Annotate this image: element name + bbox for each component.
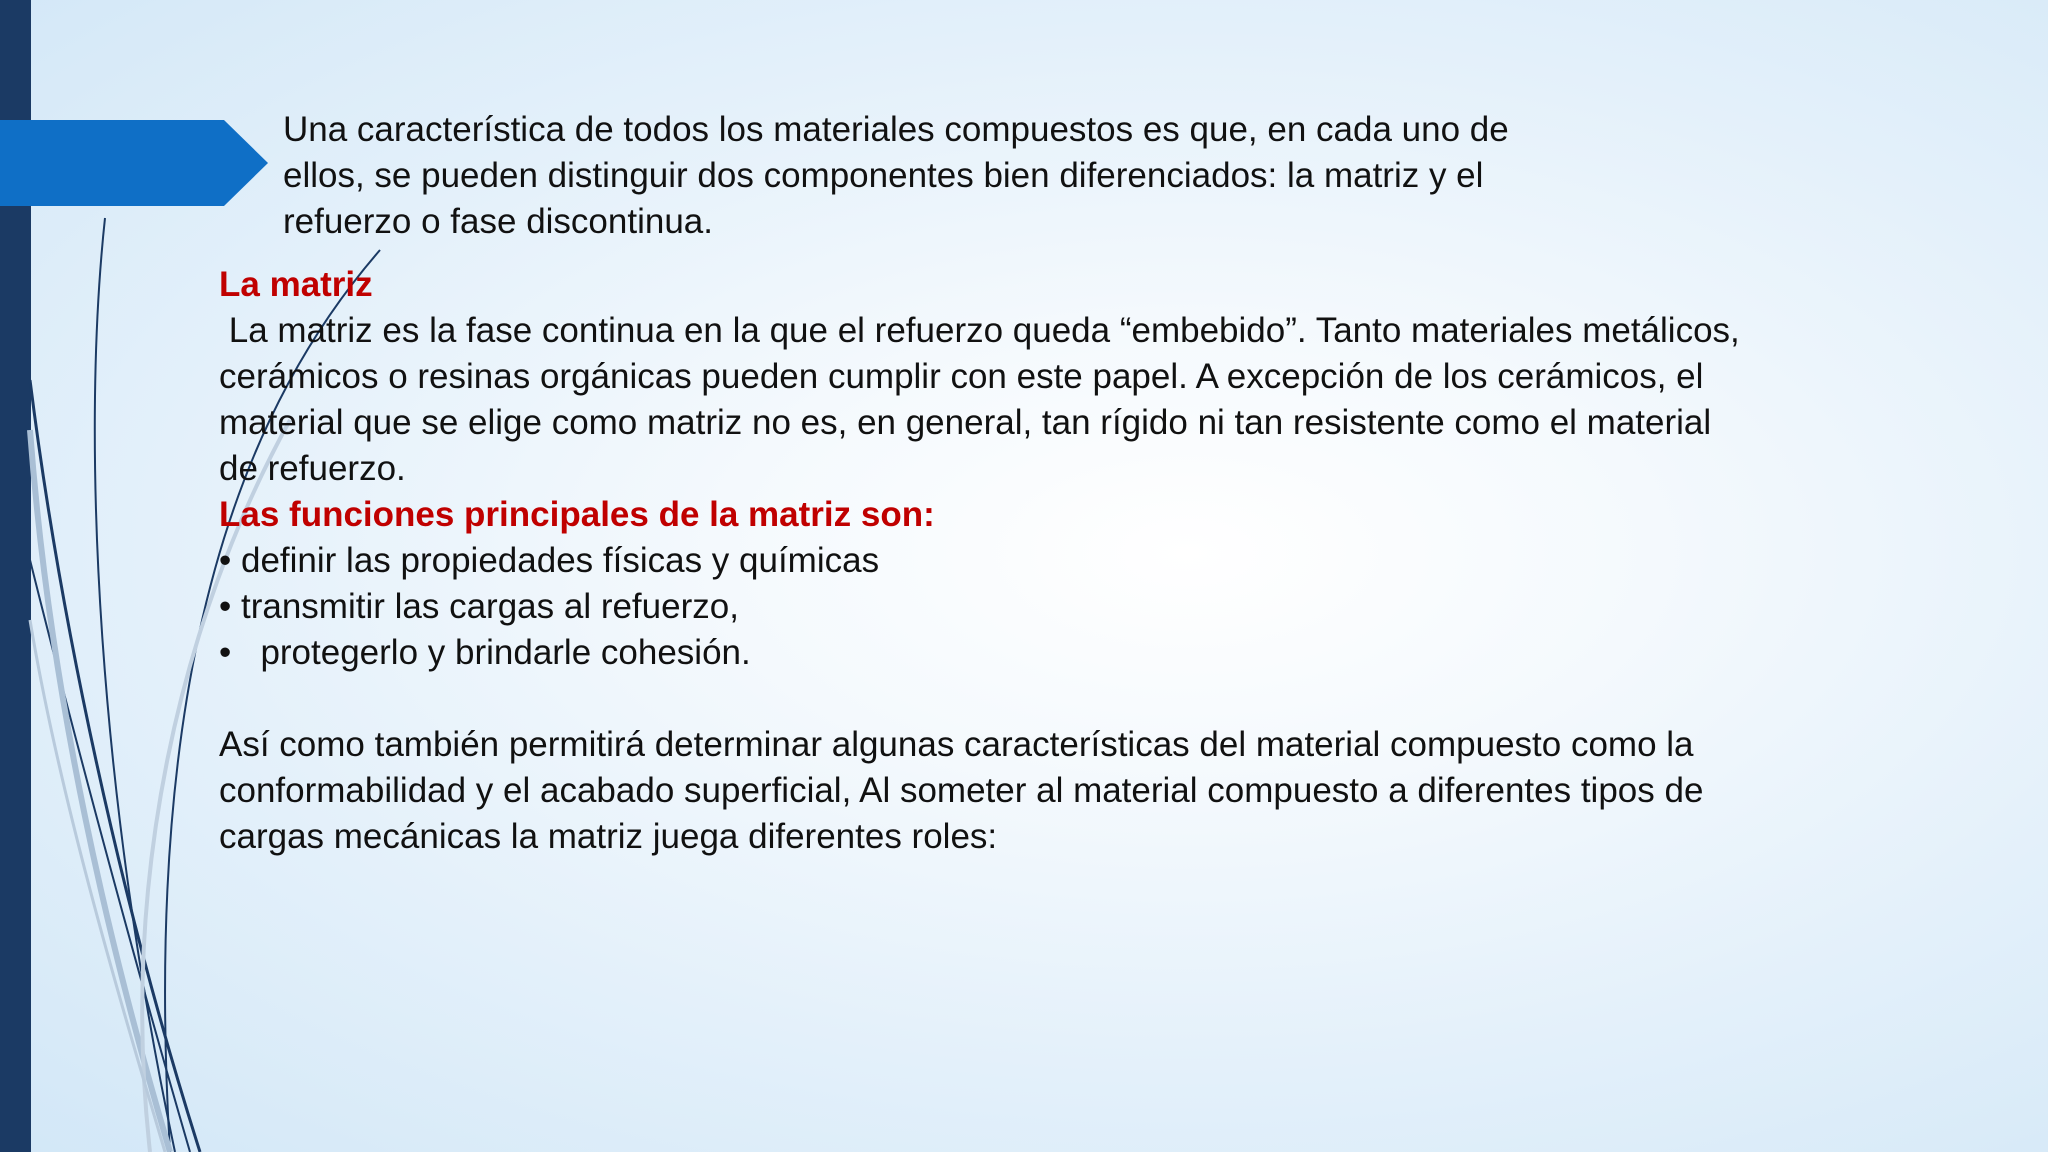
matrix-paragraph-line: cerámicos o resinas orgánicas pueden cumplir con este papel. A excepción de los cerámicos, el [219, 357, 1704, 396]
bullet-item [219, 584, 1899, 630]
functions-heading: Las funciones principales de la matriz son: [219, 495, 935, 534]
intro-line: Una característica de todos los materiales compuestos es que, en cada uno de [283, 110, 1509, 149]
closing-line: Así como también permitirá determinar algunas características del material compuesto como la [219, 725, 1694, 764]
intro-paragraph [283, 107, 1663, 245]
matrix-paragraph-line: La matriz es la fase continua en la que el refuerzo queda “embebido”. Tanto materiales metálicos, [219, 311, 1740, 350]
closing-line: conformabilidad y el acabado superficial, Al someter al material compuesto a diferentes tipos de [219, 771, 1704, 810]
matrix-heading: La matriz [219, 265, 373, 304]
intro-line: ellos, se pueden distinguir dos componentes bien diferenciados: la matriz y el [283, 156, 1484, 195]
intro-line: refuerzo o fase discontinua. [283, 202, 713, 241]
closing-line: cargas mecánicas la matriz juega diferentes roles: [219, 817, 998, 856]
paragraph-spacer [219, 676, 1899, 722]
bullet-glyph: • [219, 541, 232, 580]
bullet-text: protegerlo y brindarle cohesión. [231, 633, 751, 672]
bullet-text: transmitir las cargas al refuerzo, [231, 587, 739, 626]
slide-body [219, 262, 1899, 860]
matrix-paragraph-line: de refuerzo. [219, 449, 406, 488]
bullet-text: definir las propiedades físicas y químicas [231, 541, 880, 580]
bullet-glyph: • [219, 633, 232, 672]
arrow-banner [0, 120, 268, 206]
matrix-paragraph-line: material que se elige como matriz no es, en general, tan rígido ni tan resistente como el material [219, 403, 1712, 442]
bullet-item [219, 538, 1899, 584]
bullet-glyph: • [219, 587, 232, 626]
bullet-item [219, 630, 1899, 676]
